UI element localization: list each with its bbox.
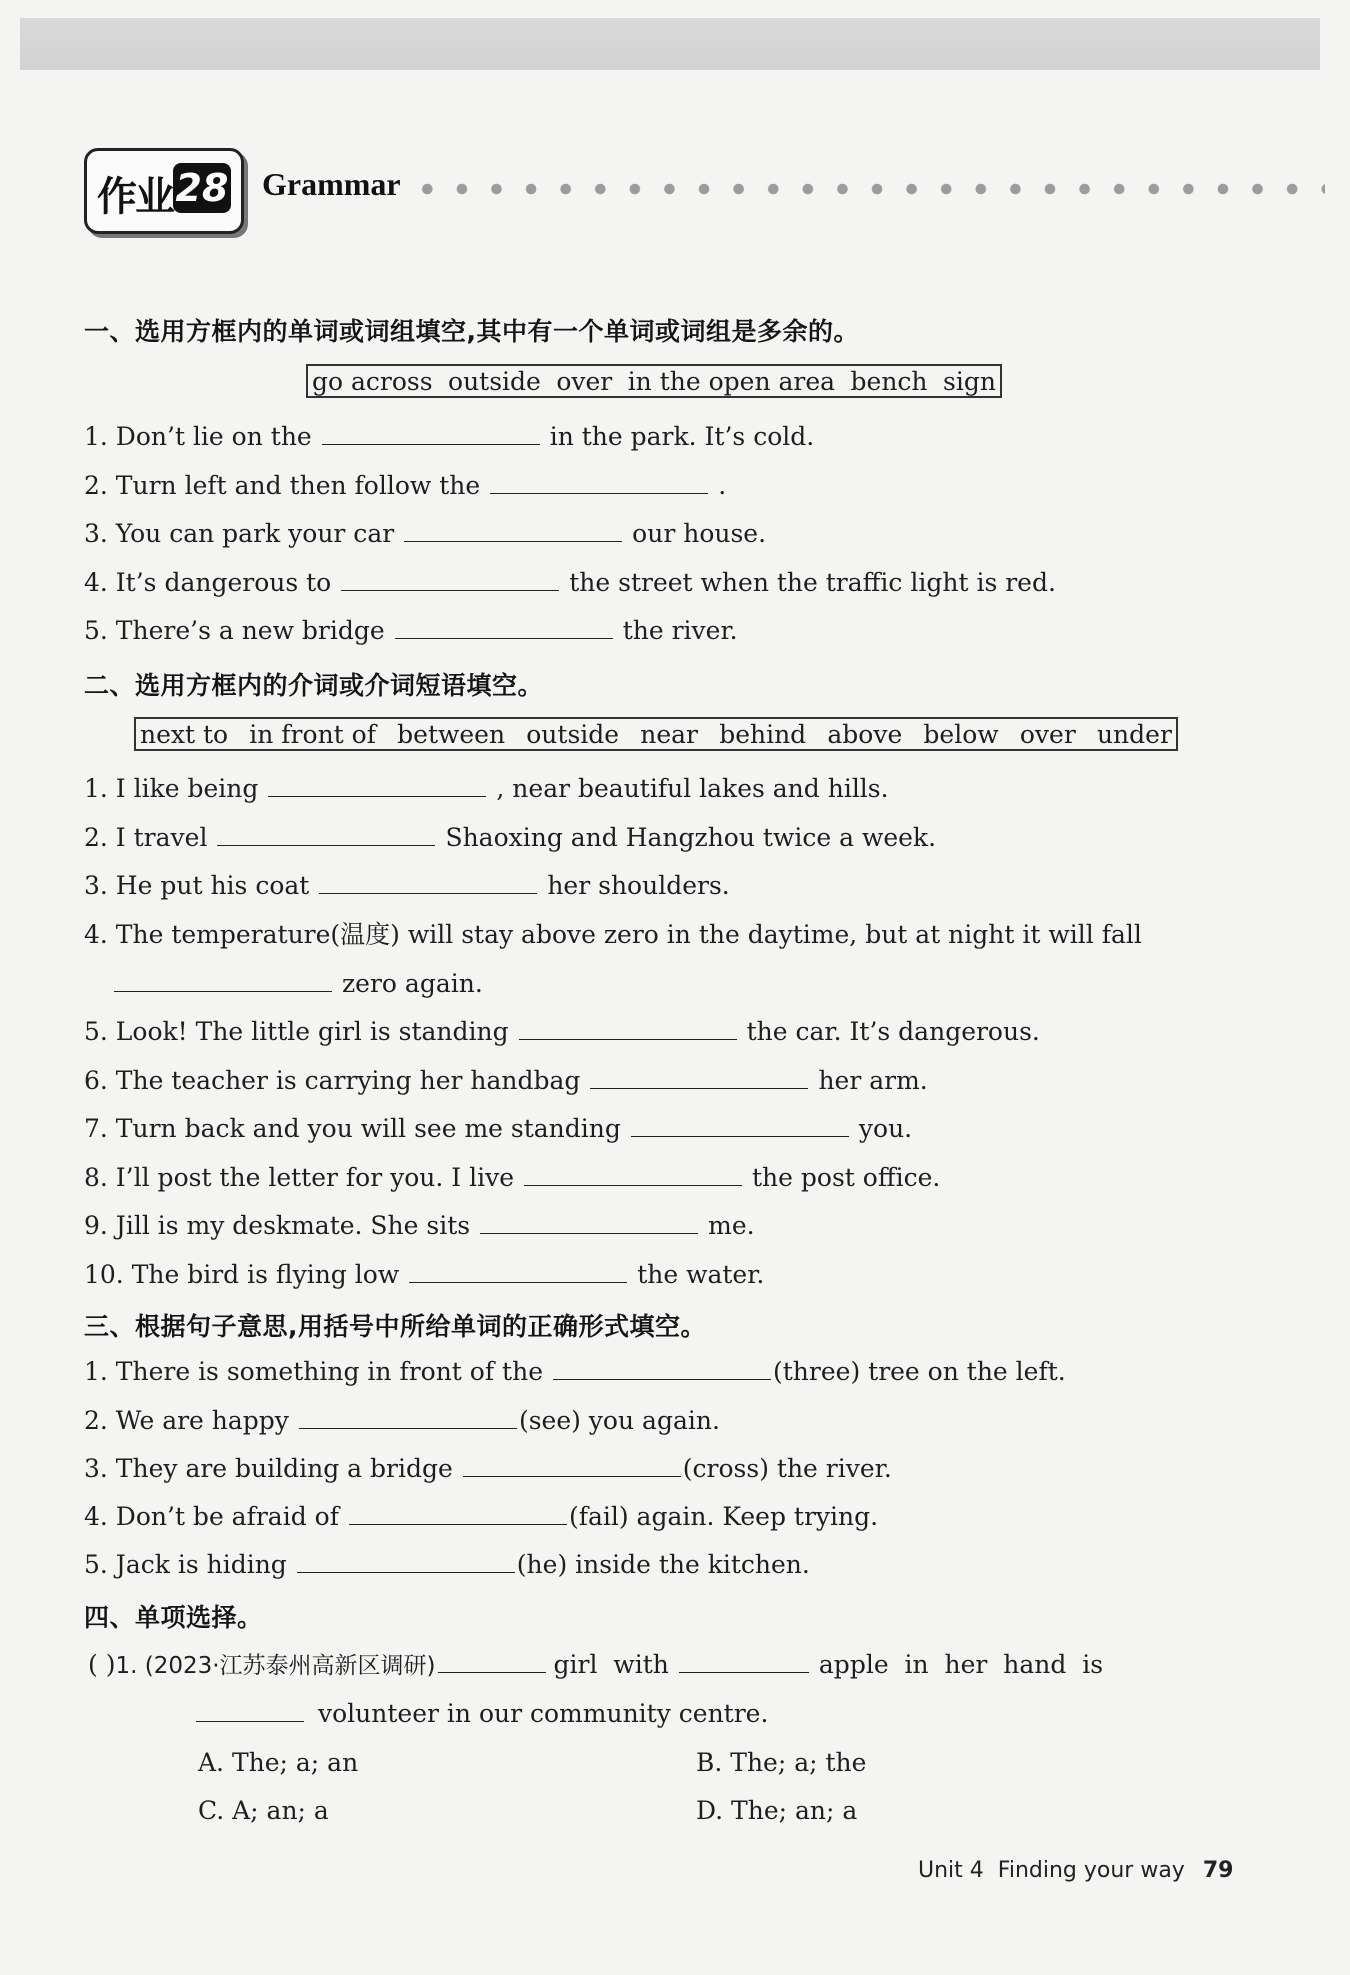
- answer-paren[interactable]: ( ): [88, 1650, 116, 1679]
- question-text: in the park. It’s cold.: [549, 422, 815, 451]
- question-line: [84, 517, 766, 551]
- question-line: [84, 1500, 878, 1534]
- question-text: 3. They are building a bridge: [84, 1454, 453, 1483]
- question-text: girl with: [553, 1650, 669, 1679]
- question-text: 8. I’ll post the letter for you. I live: [84, 1163, 515, 1192]
- answer-blank[interactable]: [480, 1209, 698, 1234]
- question-text: 1. I like being: [84, 774, 259, 803]
- question-text: our house.: [632, 519, 767, 548]
- answer-blank[interactable]: [590, 1064, 808, 1089]
- answer-blank[interactable]: [409, 1258, 627, 1283]
- question-line: [84, 1209, 755, 1243]
- question-text: (three) tree on the left.: [773, 1357, 1066, 1386]
- option-c[interactable]: C. A; an; a: [198, 1796, 329, 1825]
- question-text: her arm.: [818, 1066, 928, 1095]
- question-line: [84, 420, 814, 454]
- question-text: 2. We are happy: [84, 1406, 289, 1435]
- question-text: the street when the traffic light is red.: [569, 568, 1056, 597]
- section4-heading: 四、单项选择。: [84, 1603, 263, 1632]
- question-line: [84, 1452, 892, 1486]
- question-text: .: [718, 471, 727, 500]
- word-box-item: outside: [448, 366, 541, 396]
- answer-blank[interactable]: [297, 1548, 515, 1573]
- question-line: [84, 918, 1142, 952]
- section3-heading: 三、根据句子意思,用括号中所给单词的正确形式填空。: [84, 1312, 706, 1341]
- answer-blank[interactable]: [631, 1112, 849, 1137]
- question-text: 6. The teacher is carrying her handbag: [84, 1066, 581, 1095]
- mc-question-line: [88, 1648, 1103, 1683]
- homework-label: 作业: [97, 174, 173, 220]
- answer-blank[interactable]: [463, 1452, 681, 1477]
- page-footer: [918, 1858, 1233, 1883]
- question-text: the river.: [622, 616, 738, 645]
- option-d[interactable]: D. The; an; a: [696, 1796, 858, 1825]
- page-title: Grammar: [262, 166, 401, 202]
- section2-word-box: [134, 717, 1178, 751]
- question-line: [84, 469, 726, 503]
- answer-blank[interactable]: [395, 614, 613, 639]
- answer-blank[interactable]: [519, 1015, 737, 1040]
- word-box-item: in front of: [249, 719, 376, 749]
- word-box-item: behind: [719, 719, 807, 749]
- answer-blank[interactable]: [404, 517, 622, 542]
- option-b[interactable]: B. The; a; the: [696, 1748, 867, 1777]
- question-text: the post office.: [752, 1163, 941, 1192]
- word-box-item: above: [827, 719, 903, 749]
- word-box-item: below: [923, 719, 999, 749]
- question-text: apple in her hand is: [818, 1650, 1104, 1679]
- question-line: [84, 772, 889, 806]
- word-box-item: next to: [140, 719, 229, 749]
- question-line: [84, 1064, 928, 1098]
- word-box-item: over: [1019, 719, 1076, 749]
- question-text: 1. There is something in front of the: [84, 1357, 543, 1386]
- word-box-item: outside: [526, 719, 620, 749]
- question-text: 7. Turn back and you will see me standing: [84, 1114, 621, 1143]
- question-text: 5. Jack is hiding: [84, 1550, 287, 1579]
- answer-blank[interactable]: [679, 1648, 809, 1673]
- question-line: [84, 1548, 810, 1582]
- question-text: volunteer in our community centre.: [318, 1699, 769, 1728]
- answer-blank[interactable]: [524, 1161, 742, 1186]
- question-text: (fail) again. Keep trying.: [568, 1502, 879, 1531]
- mc-question-line: [196, 1697, 768, 1731]
- question-text: 5. Look! The little girl is standing: [84, 1017, 509, 1046]
- question-text: , near beautiful lakes and hills.: [496, 774, 889, 803]
- homework-badge: [84, 148, 244, 234]
- answer-blank[interactable]: [438, 1648, 546, 1673]
- question-text: her shoulders.: [547, 871, 730, 900]
- answer-blank[interactable]: [322, 420, 540, 445]
- question-text: Shaoxing and Hangzhou twice a week.: [445, 823, 937, 852]
- footer-topic: Finding your way: [997, 1858, 1185, 1883]
- question-text: you.: [858, 1114, 913, 1143]
- question-line: [84, 1161, 940, 1195]
- question-text: 3. You can park your car: [84, 519, 395, 548]
- homework-number: 28: [173, 163, 231, 213]
- answer-blank[interactable]: [319, 869, 537, 894]
- word-box-item: under: [1096, 719, 1172, 749]
- question-text: 4. Don’t be afraid of: [84, 1502, 339, 1531]
- page-number: 79: [1202, 1858, 1234, 1883]
- word-box-item: bench: [850, 366, 928, 396]
- question-text: the water.: [637, 1260, 765, 1289]
- question-line: [84, 1404, 720, 1438]
- word-box-item: go across: [312, 366, 433, 396]
- question-line: [84, 869, 730, 903]
- dotted-divider: [410, 183, 1325, 195]
- word-box-item: sign: [943, 366, 996, 396]
- question-text: 4. The temperature(温度) will stay above zero in the daytime, but at night it will fall: [84, 920, 1142, 949]
- answer-blank[interactable]: [114, 967, 332, 992]
- question-text: the car. It’s dangerous.: [746, 1017, 1040, 1046]
- question-text: 5. There’s a new bridge: [84, 616, 385, 645]
- question-text: 4. It’s dangerous to: [84, 568, 332, 597]
- question-text: (cross) the river.: [682, 1454, 892, 1483]
- section1-heading: 一、选用方框内的单词或词组填空,其中有一个单词或词组是多余的。: [84, 317, 859, 346]
- question-text: 1. Don’t lie on the: [84, 422, 312, 451]
- question-text: (see) you again.: [518, 1406, 720, 1435]
- question-text: 10. The bird is flying low: [84, 1260, 400, 1289]
- question-text: (he) inside the kitchen.: [516, 1550, 810, 1579]
- question-text: 3. He put his coat: [84, 871, 310, 900]
- question-text: 2. Turn left and then follow the: [84, 471, 481, 500]
- word-box-item: over: [556, 366, 613, 396]
- answer-blank[interactable]: [299, 1404, 517, 1429]
- question-line: [84, 566, 1056, 600]
- question-text: 2. I travel: [84, 823, 208, 852]
- answer-blank[interactable]: [268, 772, 486, 797]
- question-source: 1. (2023·江苏泰州高新区调研): [115, 1653, 436, 1679]
- word-box-item: between: [397, 719, 506, 749]
- section1-word-box: [306, 364, 1002, 398]
- word-box-item: near: [640, 719, 699, 749]
- question-line: [84, 821, 936, 855]
- word-box-item: in the open area: [627, 366, 836, 396]
- answer-blank[interactable]: [490, 469, 708, 494]
- question-text: 9. Jill is my deskmate. She sits: [84, 1211, 471, 1240]
- question-line: [84, 1112, 912, 1146]
- answer-blank[interactable]: [349, 1500, 567, 1525]
- question-line: [84, 614, 738, 648]
- answer-blank[interactable]: [196, 1697, 304, 1722]
- answer-blank[interactable]: [217, 821, 435, 846]
- answer-blank[interactable]: [553, 1355, 771, 1380]
- question-text: me.: [708, 1211, 755, 1240]
- question-line: [104, 967, 483, 1001]
- question-line: [84, 1258, 764, 1292]
- option-a[interactable]: A. The; a; an: [198, 1748, 359, 1777]
- question-text: zero again.: [342, 969, 483, 998]
- answer-blank[interactable]: [341, 566, 559, 591]
- question-line: [84, 1355, 1066, 1389]
- section2-heading: 二、选用方框内的介词或介词短语填空。: [84, 671, 544, 700]
- footer-unit: Unit 4: [918, 1858, 984, 1883]
- question-line: [84, 1015, 1040, 1049]
